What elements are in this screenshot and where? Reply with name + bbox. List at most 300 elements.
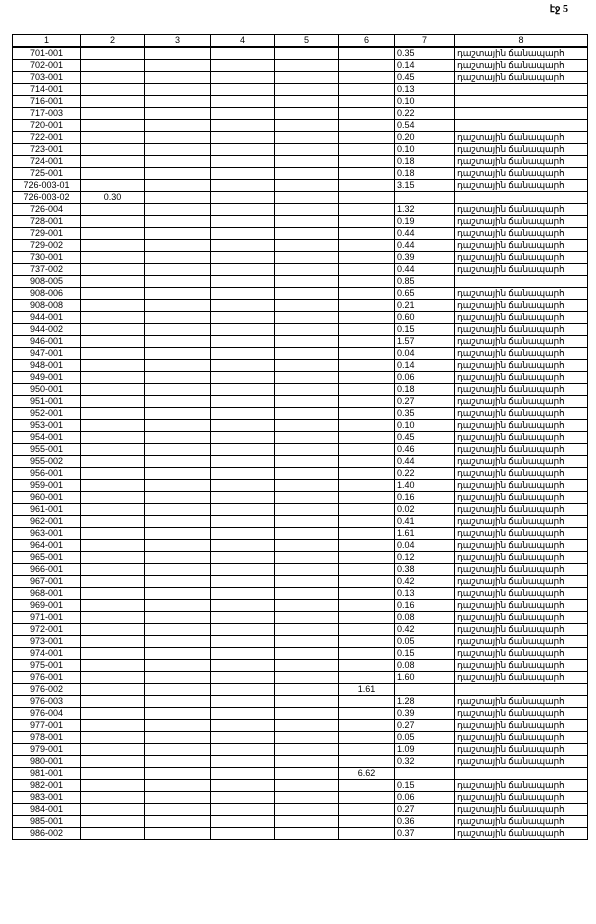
cell-col4 — [211, 792, 275, 804]
cell-code: 978-001 — [13, 732, 81, 744]
cell-type: դաշտային ճանապարհ — [455, 348, 588, 360]
cell-col4 — [211, 780, 275, 792]
cell-type — [455, 192, 588, 204]
cell-code: 944-002 — [13, 324, 81, 336]
cell-col4 — [211, 96, 275, 108]
cell-code: 948-001 — [13, 360, 81, 372]
cell-type: դաշտային ճանապարհ — [455, 312, 588, 324]
cell-col3 — [145, 144, 211, 156]
table-row — [13, 360, 588, 372]
column-header: 7 — [395, 35, 455, 48]
cell-col5 — [275, 108, 339, 120]
table-row — [13, 552, 588, 564]
cell-area: 0.22 — [395, 468, 455, 480]
table-row — [13, 132, 588, 144]
cell-col4 — [211, 516, 275, 528]
cell-col4 — [211, 684, 275, 696]
cell-col3 — [145, 432, 211, 444]
cell-code: 984-001 — [13, 804, 81, 816]
cell-col5 — [275, 696, 339, 708]
cell-type: դաշտային ճանապարհ — [455, 720, 588, 732]
cell-area: 1.09 — [395, 744, 455, 756]
cell-col2 — [81, 708, 145, 720]
cell-col3 — [145, 612, 211, 624]
cell-col2 — [81, 792, 145, 804]
table-row — [13, 384, 588, 396]
cell-col3 — [145, 84, 211, 96]
cell-code: 947-001 — [13, 348, 81, 360]
cell-area: 0.10 — [395, 420, 455, 432]
cell-code: 726-004 — [13, 204, 81, 216]
cell-col5 — [275, 156, 339, 168]
cell-col4 — [211, 636, 275, 648]
cell-code: 965-001 — [13, 552, 81, 564]
cell-col5 — [275, 504, 339, 516]
cell-col2 — [81, 384, 145, 396]
cell-col6 — [339, 552, 395, 564]
cell-col3 — [145, 732, 211, 744]
cell-col6 — [339, 336, 395, 348]
cell-col4 — [211, 696, 275, 708]
cell-col3 — [145, 192, 211, 204]
cell-code: 717-003 — [13, 108, 81, 120]
cell-col6 — [339, 588, 395, 600]
cell-code: 963-001 — [13, 528, 81, 540]
cell-col4 — [211, 492, 275, 504]
cell-code: 971-001 — [13, 612, 81, 624]
cell-code: 723-001 — [13, 144, 81, 156]
cell-type: դաշտային ճանապարհ — [455, 396, 588, 408]
cell-col4 — [211, 276, 275, 288]
cell-col3 — [145, 216, 211, 228]
cell-col4 — [211, 528, 275, 540]
table-row — [13, 576, 588, 588]
cell-area: 0.13 — [395, 84, 455, 96]
cell-type: դաշտային ճանապարհ — [455, 660, 588, 672]
cell-col4 — [211, 552, 275, 564]
cell-area: 0.15 — [395, 780, 455, 792]
cell-col2 — [81, 564, 145, 576]
table-row — [13, 624, 588, 636]
cell-code: 952-001 — [13, 408, 81, 420]
cell-col5 — [275, 732, 339, 744]
cell-col5 — [275, 228, 339, 240]
table-row — [13, 252, 588, 264]
cell-col2 — [81, 228, 145, 240]
cell-type: դաշտային ճանապարհ — [455, 47, 588, 60]
cell-col3 — [145, 564, 211, 576]
cell-col5 — [275, 300, 339, 312]
cell-col3 — [145, 504, 211, 516]
cell-col2 — [81, 588, 145, 600]
cell-area: 0.13 — [395, 588, 455, 600]
cell-type: դաշտային ճանապարհ — [455, 588, 588, 600]
cell-col4 — [211, 228, 275, 240]
cell-col4 — [211, 768, 275, 780]
cell-code: 714-001 — [13, 84, 81, 96]
cell-type: դաշտային ճանապարհ — [455, 708, 588, 720]
table-row — [13, 768, 588, 780]
cell-col5 — [275, 276, 339, 288]
cell-col2 — [81, 780, 145, 792]
cell-col6 — [339, 696, 395, 708]
cell-col2 — [81, 696, 145, 708]
cell-code: 953-001 — [13, 420, 81, 432]
cell-col3 — [145, 828, 211, 840]
cell-col6 — [339, 204, 395, 216]
cell-col6 — [339, 228, 395, 240]
cell-code: 986-002 — [13, 828, 81, 840]
cell-col6 — [339, 120, 395, 132]
cell-col2 — [81, 408, 145, 420]
cell-code: 964-001 — [13, 540, 81, 552]
cell-col4 — [211, 300, 275, 312]
table-row — [13, 432, 588, 444]
cell-col3 — [145, 120, 211, 132]
cell-col2 — [81, 264, 145, 276]
table-row — [13, 288, 588, 300]
cell-col6 — [339, 144, 395, 156]
cell-col3 — [145, 240, 211, 252]
cell-area: 0.06 — [395, 792, 455, 804]
cell-code: 983-001 — [13, 792, 81, 804]
cell-area: 0.14 — [395, 360, 455, 372]
cell-col3 — [145, 792, 211, 804]
table-row — [13, 180, 588, 192]
cell-col4 — [211, 612, 275, 624]
cell-type: դաշտային ճանապարհ — [455, 240, 588, 252]
cell-col4 — [211, 624, 275, 636]
cell-type: դաշտային ճանապարհ — [455, 72, 588, 84]
cell-area: 0.44 — [395, 228, 455, 240]
cell-col2 — [81, 84, 145, 96]
cell-col4 — [211, 564, 275, 576]
cell-col4 — [211, 348, 275, 360]
cell-col5 — [275, 516, 339, 528]
cell-col3 — [145, 228, 211, 240]
cell-col4 — [211, 132, 275, 144]
cell-col5 — [275, 336, 339, 348]
table-row — [13, 660, 588, 672]
cell-area: 1.57 — [395, 336, 455, 348]
cell-area: 0.44 — [395, 456, 455, 468]
cell-area: 1.61 — [395, 528, 455, 540]
cell-col2 — [81, 252, 145, 264]
cell-col2 — [81, 432, 145, 444]
cell-col6 — [339, 312, 395, 324]
table-row — [13, 828, 588, 840]
cell-col3 — [145, 720, 211, 732]
cell-col6 — [339, 420, 395, 432]
cell-col2 — [81, 240, 145, 252]
table-row — [13, 168, 588, 180]
cell-area: 0.35 — [395, 408, 455, 420]
cell-col5 — [275, 804, 339, 816]
cell-type: դաշտային ճանապարհ — [455, 792, 588, 804]
cell-area: 0.60 — [395, 312, 455, 324]
cell-col5 — [275, 768, 339, 780]
cell-area: 0.44 — [395, 240, 455, 252]
cell-col6 — [339, 384, 395, 396]
cell-col5 — [275, 828, 339, 840]
cell-col2 — [81, 636, 145, 648]
cell-col5 — [275, 756, 339, 768]
table-row — [13, 648, 588, 660]
cell-col6 — [339, 396, 395, 408]
cell-col4 — [211, 672, 275, 684]
cell-area: 0.02 — [395, 504, 455, 516]
cell-col6 — [339, 624, 395, 636]
cell-col6 — [339, 360, 395, 372]
cell-col6 — [339, 708, 395, 720]
cell-type — [455, 276, 588, 288]
cell-col3 — [145, 804, 211, 816]
cell-col4 — [211, 480, 275, 492]
cell-area: 0.18 — [395, 156, 455, 168]
cell-col6 — [339, 432, 395, 444]
cell-code: 701-001 — [13, 47, 81, 60]
cell-col4 — [211, 384, 275, 396]
cell-type: դաշտային ճանապարհ — [455, 324, 588, 336]
cell-col6 — [339, 516, 395, 528]
cell-type: դաշտային ճանապարհ — [455, 60, 588, 72]
cell-col3 — [145, 528, 211, 540]
cell-col4 — [211, 600, 275, 612]
cell-type: դաշտային ճանապարհ — [455, 132, 588, 144]
cell-type: դաշտային ճանապարհ — [455, 264, 588, 276]
cell-col3 — [145, 168, 211, 180]
cell-col3 — [145, 276, 211, 288]
cell-type: դաշտային ճանապարհ — [455, 648, 588, 660]
cell-col3 — [145, 384, 211, 396]
cell-area: 0.12 — [395, 552, 455, 564]
cell-col5 — [275, 600, 339, 612]
cell-col4 — [211, 108, 275, 120]
cell-type: դաշտային ճանապարհ — [455, 744, 588, 756]
cell-col2 — [81, 828, 145, 840]
cell-col6 — [339, 492, 395, 504]
cell-col6 — [339, 60, 395, 72]
cell-code: 720-001 — [13, 120, 81, 132]
cell-col4 — [211, 720, 275, 732]
cell-col5 — [275, 456, 339, 468]
cell-col2 — [81, 720, 145, 732]
cell-col5 — [275, 168, 339, 180]
cell-col3 — [145, 360, 211, 372]
cell-code: 730-001 — [13, 252, 81, 264]
cell-col2 — [81, 600, 145, 612]
cell-col3 — [145, 684, 211, 696]
cell-type — [455, 120, 588, 132]
cell-col3 — [145, 312, 211, 324]
cell-col4 — [211, 660, 275, 672]
cell-col3 — [145, 372, 211, 384]
cell-col3 — [145, 660, 211, 672]
cell-col2 — [81, 480, 145, 492]
cell-col6 — [339, 456, 395, 468]
cell-col4 — [211, 264, 275, 276]
cell-code: 976-003 — [13, 696, 81, 708]
cell-col5 — [275, 312, 339, 324]
cell-col5 — [275, 60, 339, 72]
cell-type: դաշտային ճանապարհ — [455, 600, 588, 612]
cell-col3 — [145, 264, 211, 276]
cell-col2 — [81, 276, 145, 288]
cell-type: դաշտային ճանապարհ — [455, 180, 588, 192]
table-row — [13, 204, 588, 216]
cell-col3 — [145, 552, 211, 564]
cell-type — [455, 96, 588, 108]
cell-area — [395, 192, 455, 204]
cell-col2 — [81, 60, 145, 72]
cell-col2 — [81, 516, 145, 528]
cell-col6: 1.61 — [339, 684, 395, 696]
cell-col3 — [145, 672, 211, 684]
cell-col4 — [211, 144, 275, 156]
cell-col4 — [211, 252, 275, 264]
cell-col4 — [211, 444, 275, 456]
cell-col4 — [211, 168, 275, 180]
cell-type: դաշտային ճանապարհ — [455, 564, 588, 576]
cell-col5 — [275, 564, 339, 576]
cell-type: դաշտային ճանապարհ — [455, 444, 588, 456]
cell-col6 — [339, 108, 395, 120]
cell-type: դաշտային ճանապարհ — [455, 336, 588, 348]
cell-code: 960-001 — [13, 492, 81, 504]
cell-col5 — [275, 420, 339, 432]
cell-type — [455, 768, 588, 780]
cell-type: դաշտային ճանապարհ — [455, 456, 588, 468]
cell-col6 — [339, 252, 395, 264]
cell-col4 — [211, 708, 275, 720]
cell-col3 — [145, 468, 211, 480]
cell-area: 0.36 — [395, 816, 455, 828]
cell-col3 — [145, 96, 211, 108]
table-row — [13, 564, 588, 576]
cell-area — [395, 768, 455, 780]
cell-code: 737-002 — [13, 264, 81, 276]
cell-col5 — [275, 264, 339, 276]
cell-col6 — [339, 504, 395, 516]
cell-col6 — [339, 780, 395, 792]
cell-col5 — [275, 372, 339, 384]
cell-col5 — [275, 360, 339, 372]
cell-area: 0.46 — [395, 444, 455, 456]
cell-col4 — [211, 648, 275, 660]
cell-area: 0.14 — [395, 60, 455, 72]
cell-col4 — [211, 288, 275, 300]
cell-col3 — [145, 588, 211, 600]
cell-area: 1.60 — [395, 672, 455, 684]
cell-col2 — [81, 144, 145, 156]
cell-col6 — [339, 324, 395, 336]
cell-col3 — [145, 540, 211, 552]
cell-col5 — [275, 216, 339, 228]
cell-area: 0.65 — [395, 288, 455, 300]
cell-col6 — [339, 300, 395, 312]
cell-code: 956-001 — [13, 468, 81, 480]
cell-code: 716-001 — [13, 96, 81, 108]
table-row — [13, 540, 588, 552]
cell-type: դաշտային ճանապարհ — [455, 780, 588, 792]
cell-code: 977-001 — [13, 720, 81, 732]
cell-col6 — [339, 372, 395, 384]
cell-col2 — [81, 804, 145, 816]
cell-col2 — [81, 744, 145, 756]
cell-col2 — [81, 816, 145, 828]
cell-code: 959-001 — [13, 480, 81, 492]
cell-col4 — [211, 828, 275, 840]
cell-area: 0.04 — [395, 540, 455, 552]
cell-col2 — [81, 612, 145, 624]
cell-col4 — [211, 240, 275, 252]
cell-col6 — [339, 828, 395, 840]
cell-type — [455, 684, 588, 696]
cell-type: դաշտային ճանապարհ — [455, 504, 588, 516]
cell-col6 — [339, 816, 395, 828]
cell-col6 — [339, 528, 395, 540]
page-number: էջ 5 — [549, 4, 568, 15]
cell-code: 702-001 — [13, 60, 81, 72]
cell-col2 — [81, 96, 145, 108]
cell-col2 — [81, 420, 145, 432]
table-row — [13, 588, 588, 600]
cell-col2 — [81, 324, 145, 336]
cell-type: դաշտային ճանապարհ — [455, 804, 588, 816]
table-row — [13, 672, 588, 684]
table-header-row — [13, 35, 588, 48]
cell-col6 — [339, 660, 395, 672]
cell-area — [395, 684, 455, 696]
cell-col4 — [211, 324, 275, 336]
cell-type: դաշտային ճանապարհ — [455, 756, 588, 768]
cell-col6 — [339, 804, 395, 816]
cell-col2 — [81, 468, 145, 480]
cell-col4 — [211, 804, 275, 816]
cell-area: 0.21 — [395, 300, 455, 312]
cell-code: 962-001 — [13, 516, 81, 528]
cell-code: 981-001 — [13, 768, 81, 780]
cell-type: դաշտային ճանապարհ — [455, 300, 588, 312]
cell-col3 — [145, 516, 211, 528]
cell-col4 — [211, 360, 275, 372]
cell-col2 — [81, 396, 145, 408]
cell-col6 — [339, 720, 395, 732]
cell-area: 0.42 — [395, 624, 455, 636]
cell-type: դաշտային ճանապարհ — [455, 420, 588, 432]
cell-col3 — [145, 336, 211, 348]
cell-type: դաշտային ճանապարհ — [455, 372, 588, 384]
cell-type: դաշտային ճանապարհ — [455, 528, 588, 540]
table-row — [13, 372, 588, 384]
cell-type — [455, 108, 588, 120]
table-row — [13, 120, 588, 132]
cell-col6 — [339, 756, 395, 768]
cell-area: 0.04 — [395, 348, 455, 360]
cell-code: 975-001 — [13, 660, 81, 672]
table-row — [13, 600, 588, 612]
cell-col6 — [339, 168, 395, 180]
cell-col6 — [339, 564, 395, 576]
cell-code: 985-001 — [13, 816, 81, 828]
cell-col2 — [81, 168, 145, 180]
cell-code: 950-001 — [13, 384, 81, 396]
cell-area: 0.15 — [395, 648, 455, 660]
cell-col4 — [211, 156, 275, 168]
cell-code: 976-001 — [13, 672, 81, 684]
table-row — [13, 504, 588, 516]
cell-col3 — [145, 816, 211, 828]
